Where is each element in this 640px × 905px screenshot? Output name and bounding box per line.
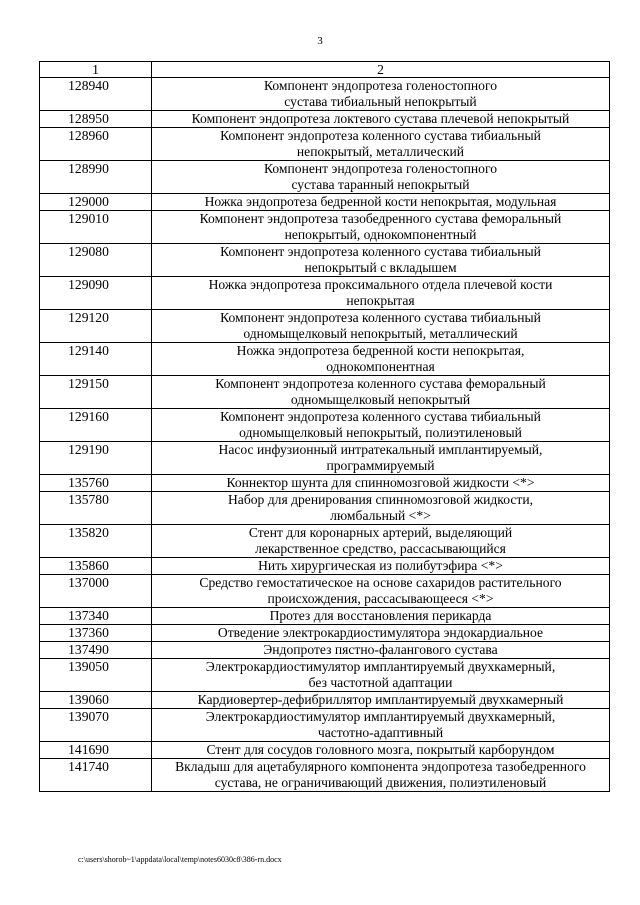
table-row xyxy=(40,211,610,244)
device-name: Протез для восстановления перикарда xyxy=(152,608,610,625)
device-code: 139050 xyxy=(40,659,152,692)
table-header-row xyxy=(40,62,610,78)
device-name: Вкладыш для ацетабулярного компонента эндопротеза тазобедренного сустава, не ограничивающий движения, полиэтиленовый xyxy=(152,759,610,792)
table-row xyxy=(40,709,610,742)
device-code: 137340 xyxy=(40,608,152,625)
device-code: 128940 xyxy=(40,78,152,111)
table-row xyxy=(40,78,610,111)
table-row xyxy=(40,492,610,525)
device-name: Компонент эндопротеза коленного сустава феморальный одномыщелковый непокрытый xyxy=(152,376,610,409)
table-row xyxy=(40,475,610,492)
table-row xyxy=(40,575,610,608)
device-name: Ножка эндопротеза проксимального отдела плечевой кости непокрытая xyxy=(152,277,610,310)
table-row xyxy=(40,376,610,409)
device-name: Электрокардиостимулятор имплантируемый двухкамерный, без частотной адаптации xyxy=(152,659,610,692)
device-name: Компонент эндопротеза голеностопного сустава таранный непокрытый xyxy=(152,161,610,194)
device-code: 135760 xyxy=(40,475,152,492)
device-code: 129010 xyxy=(40,211,152,244)
table-row xyxy=(40,310,610,343)
device-name: Нить хирургическая из полибутэфира <*> xyxy=(152,558,610,575)
device-code: 129150 xyxy=(40,376,152,409)
device-code: 135860 xyxy=(40,558,152,575)
device-code: 139060 xyxy=(40,692,152,709)
device-name: Средство гемостатическое на основе сахаридов растительного происхождения, рассасывающееся <*> xyxy=(152,575,610,608)
table-row xyxy=(40,442,610,475)
device-name: Отведение электрокардиостимулятора эндокардиальное xyxy=(152,625,610,642)
device-code: 128960 xyxy=(40,128,152,161)
table-row xyxy=(40,608,610,625)
device-code: 141690 xyxy=(40,742,152,759)
table-row xyxy=(40,692,610,709)
table-row xyxy=(40,277,610,310)
device-name: Компонент эндопротеза коленного сустава тибиальный одномыщелковый непокрытый, полиэтиленовый xyxy=(152,409,610,442)
device-name: Насос инфузионный интратекальный имплантируемый, программируемый xyxy=(152,442,610,475)
device-name: Компонент эндопротеза коленного сустава тибиальный одномыщелковый непокрытый, металлический xyxy=(152,310,610,343)
device-name: Компонент эндопротеза локтевого сустава плечевой непокрытый xyxy=(152,111,610,128)
table-row xyxy=(40,625,610,642)
device-name: Набор для дренирования спинномозговой жидкости, люмбальный <*> xyxy=(152,492,610,525)
device-name: Кардиовертер-дефибриллятор имплантируемый двухкамерный xyxy=(152,692,610,709)
table-row xyxy=(40,659,610,692)
device-name: Компонент эндопротеза коленного сустава тибиальный непокрытый, металлический xyxy=(152,128,610,161)
table-row xyxy=(40,409,610,442)
device-name: Компонент эндопротеза тазобедренного сустава феморальный непокрытый, однокомпонентный xyxy=(152,211,610,244)
table-row xyxy=(40,642,610,659)
device-code: 137360 xyxy=(40,625,152,642)
column-header-name: 2 xyxy=(152,62,610,78)
devices-table xyxy=(39,61,610,792)
footer-file-path: c:\users\shorob~1\appdata\local\temp\notes6030c8\386-rn.docx xyxy=(78,855,282,864)
device-code: 129090 xyxy=(40,277,152,310)
device-name: Компонент эндопротеза голеностопного сустава тибиальный непокрытый xyxy=(152,78,610,111)
device-name: Электрокардиостимулятор имплантируемый двухкамерный, частотно-адаптивный xyxy=(152,709,610,742)
device-code: 129140 xyxy=(40,343,152,376)
table-row xyxy=(40,244,610,277)
device-code: 129000 xyxy=(40,194,152,211)
device-name: Стент для сосудов головного мозга, покрытый карборундом xyxy=(152,742,610,759)
device-code: 128990 xyxy=(40,161,152,194)
table-row xyxy=(40,128,610,161)
table-row xyxy=(40,525,610,558)
device-name: Ножка эндопротеза бедренной кости непокрытая, модульная xyxy=(152,194,610,211)
device-code: 139070 xyxy=(40,709,152,742)
device-code: 137490 xyxy=(40,642,152,659)
device-code: 141740 xyxy=(40,759,152,792)
device-code: 135820 xyxy=(40,525,152,558)
device-name: Стент для коронарных артерий, выделяющий лекарственное средство, рассасывающийся xyxy=(152,525,610,558)
device-code: 129120 xyxy=(40,310,152,343)
device-code: 137000 xyxy=(40,575,152,608)
column-header-code: 1 xyxy=(40,62,152,78)
device-code: 129080 xyxy=(40,244,152,277)
device-code: 135780 xyxy=(40,492,152,525)
table-row xyxy=(40,343,610,376)
table-row xyxy=(40,194,610,211)
device-name: Коннектор шунта для спинномозговой жидкости <*> xyxy=(152,475,610,492)
table-row xyxy=(40,759,610,792)
table-row xyxy=(40,111,610,128)
table-body xyxy=(40,78,610,792)
table-row xyxy=(40,742,610,759)
device-name: Ножка эндопротеза бедренной кости непокрытая, однокомпонентная xyxy=(152,343,610,376)
device-code: 128950 xyxy=(40,111,152,128)
device-name: Эндопротез пястно-фалангового сустава xyxy=(152,642,610,659)
table-row xyxy=(40,558,610,575)
device-name: Компонент эндопротеза коленного сустава тибиальный непокрытый с вкладышем xyxy=(152,244,610,277)
page-number: 3 xyxy=(317,35,323,47)
table-row xyxy=(40,161,610,194)
device-code: 129190 xyxy=(40,442,152,475)
device-code: 129160 xyxy=(40,409,152,442)
